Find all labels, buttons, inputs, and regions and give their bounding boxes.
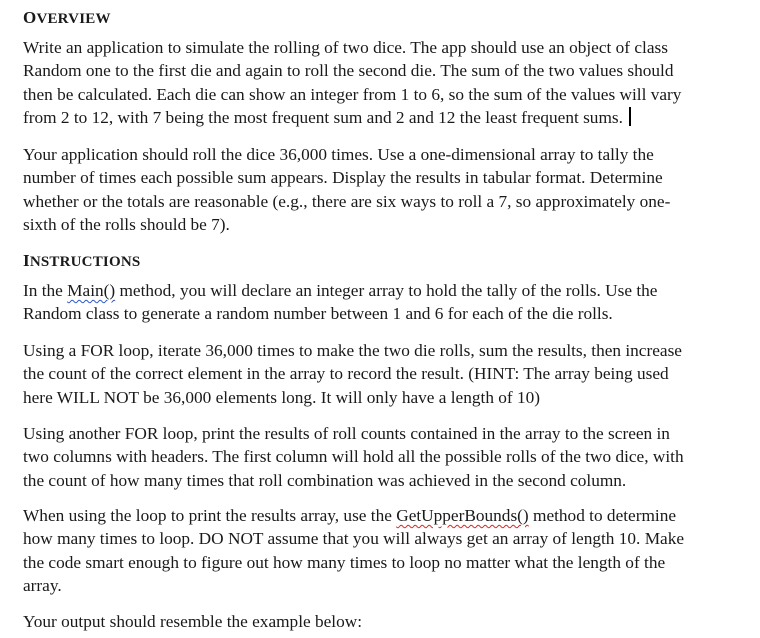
- text-line: the count of how many times that roll combination was achieved in the second column.: [23, 470, 627, 490]
- text-line: array.: [23, 576, 62, 596]
- text-line: Using another FOR loop, print the results of roll counts contained in the array to the screen in: [23, 424, 670, 443]
- instructions-paragraph-4[interactable]: [23, 504, 755, 598]
- instructions-paragraph-5[interactable]: [23, 610, 755, 633]
- text-line: sixth of the rolls should be 7).: [23, 215, 230, 235]
- grammar-flagged-word[interactable]: Main(): [67, 281, 116, 300]
- text-line: then be calculated. Each die can show an integer from 1 to 6, so the sum of the values will vary: [23, 84, 682, 104]
- text-line: Random class to generate a random number between 1 and 6 for each of the die rolls.: [23, 304, 613, 324]
- spelling-flagged-word[interactable]: GetUpperBounds(): [396, 506, 529, 525]
- overview-paragraph-2[interactable]: [23, 143, 755, 237]
- text-line: number of times each possible sum appears. Display the results in tabular format. Determine: [23, 168, 663, 188]
- text-line: the count of the correct element in the array to record the result. (HINT: The array being used: [23, 364, 669, 384]
- text-line: Random one to the first die and again to roll the second die. The sum of the two values should: [23, 61, 674, 81]
- instructions-paragraph-2[interactable]: [23, 339, 755, 409]
- text-line: here WILL NOT be 36,000 elements long. It will only have a length of 10): [23, 387, 541, 407]
- overview-heading: OVERVIEW: [23, 8, 111, 27]
- text-line: how many times to loop. DO NOT assume that you will always get an array of length 10. Make: [23, 529, 685, 549]
- overview-paragraph-1[interactable]: [23, 36, 755, 130]
- text-line: two columns with headers. The first column will hold all the possible rolls of the two dice, with: [23, 447, 684, 467]
- text-line: Your application should roll the dice 36,000 times. Use a one-dimensional array to tally the: [23, 145, 654, 164]
- text-cursor: [629, 107, 631, 126]
- instructions-paragraph-3[interactable]: [23, 422, 755, 492]
- text-line: whether or the totals are reasonable (e.g., there are six ways to roll a 7, so approximately one-: [23, 191, 671, 211]
- text-line: the code smart enough to figure out how many times to loop no matter what the length of the: [23, 552, 666, 572]
- text-line: Your output should resemble the example below:: [23, 612, 363, 631]
- text-line: In the Main() method, you will declare an integer array to hold the tally of the rolls. Use the: [23, 281, 658, 300]
- instructions-heading: INSTRUCTIONS: [23, 251, 141, 270]
- text-line: When using the loop to print the results array, use the GetUpperBounds() method to determine: [23, 506, 677, 525]
- text-line: Using a FOR loop, iterate 36,000 times to make the two die rolls, sum the results, then increase: [23, 341, 682, 360]
- text-line: Write an application to simulate the rolling of two dice. The app should use an object of class: [23, 38, 668, 57]
- text-line: from 2 to 12, with 7 being the most frequent sum and 2 and 12 the least frequent sums.: [23, 106, 755, 129]
- instructions-paragraph-1[interactable]: [23, 279, 755, 326]
